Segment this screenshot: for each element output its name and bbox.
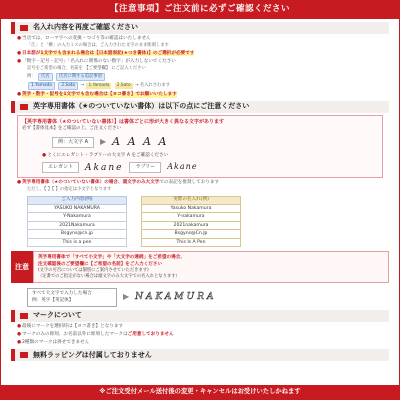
table-cell: 2021nakamura — [142, 221, 241, 230]
section-marker-icon — [20, 103, 30, 111]
section-header-wrapping — [11, 349, 389, 361]
note-text — [22, 51, 194, 57]
section-title: 英字専用書体（★のついていない書体）は以下の点にご注意ください — [33, 102, 250, 111]
bullet-icon: ● — [42, 152, 47, 158]
note-text: 当店では、ローマ字への変換・つづり等の確認はいたしません — [22, 36, 151, 41]
example-names-row — [27, 82, 383, 90]
bullet-icon: ● — [17, 50, 22, 56]
section-title: 無料ラッピングは付属しておりません — [33, 350, 152, 359]
note-subtext: 記号をご希望の場合、名前を 【ご要望欄】 にご記入ください — [27, 66, 146, 72]
top-banner — [1, 1, 399, 19]
section-title: マークについて — [33, 311, 82, 320]
warning-subtext: （定番でのご指定がない場合は頭文字のみ大文字での名入れとなります） — [38, 273, 180, 279]
note-text — [22, 332, 174, 338]
example-row — [27, 73, 383, 81]
table-header: 実際の名入れ(例) — [142, 196, 241, 204]
table-header: ご入力内容(例) — [28, 196, 127, 204]
note-prefix: 日本語が — [22, 50, 41, 56]
example-chip: 氏名 — [38, 73, 53, 81]
example-label-box: 例：大文字 A — [52, 137, 94, 148]
name-chip: 2.Sato — [116, 82, 131, 88]
note-line — [17, 51, 383, 57]
name-chip: 1.Yamada — [28, 82, 55, 90]
warning-body — [33, 251, 389, 283]
footer-text: ※ご注文受付メール送付後の変更・キャンセルはお受けいたしかねます — [99, 387, 301, 395]
section-marker-icon — [20, 312, 30, 320]
warning-subtext: (文字の可否については個別にご案内させていただきます) — [38, 267, 149, 273]
font-note-box — [17, 115, 383, 178]
table-cell: Bsgyns@Cn.Jp — [142, 230, 241, 239]
note-line — [17, 180, 383, 186]
outline-sample: NAKAMURA — [135, 292, 217, 303]
mark-block — [17, 324, 383, 347]
bullet-icon: ● — [17, 91, 22, 97]
page-title: 【注意事項】ご注文前に必ずご確認ください — [109, 4, 290, 15]
output-example-table — [141, 196, 241, 248]
section-marker-icon — [20, 351, 30, 359]
table-cell: Bsgyns@cn.jp — [28, 230, 127, 239]
note-highlight: 1文字でも含まれる場合は【日本語表記(★つき書体)】のご選択が必要です — [40, 50, 195, 56]
sample-line: 例：英字【英記体】 — [32, 297, 74, 303]
capital-note-block — [17, 180, 383, 193]
table-cell: Yasuko Nakamura — [142, 204, 241, 213]
arrow-right-icon: ▶ — [123, 292, 130, 302]
elegant-sample: Akane — [85, 162, 124, 173]
section-header-name-check — [11, 22, 389, 34]
warning-text: 注文確認後のご要望欄に【ご希望の名前】をご入力ください — [38, 261, 163, 267]
section-marker-icon — [20, 24, 30, 32]
table-cell: This is a pen — [28, 238, 127, 247]
name-chip: 1.Yamada — [88, 82, 110, 88]
bullet-icon: ● — [17, 323, 22, 329]
note-subtext: ただし、【 】【 】の指定は小文字となります — [27, 187, 112, 193]
bullet-icon: ● — [17, 179, 22, 185]
elegant-label: エレガント — [42, 162, 79, 173]
note-highlight: 英字専用書体（★のついていない書体）の場合、頭文字のみ大文字 — [22, 179, 160, 185]
warning-text: 英字専用書体で「すべて小文字」や「大文字の連続」をご希望の場合、 — [38, 255, 185, 261]
note-line — [17, 324, 383, 330]
lovely-label: ラブリー — [129, 162, 161, 173]
elegant-lovely-row — [42, 162, 378, 174]
table-cell: Y-nakamura — [142, 213, 241, 222]
note-text: 「数字・記号・記号」「名入れに関係のない数字」が入力しないでください — [22, 59, 176, 65]
name-chip: 2.Sato — [58, 82, 78, 90]
example-chip: 氏名に関する追記事項 — [56, 73, 105, 81]
note-highlight: ご用意しておりません — [127, 331, 174, 337]
note-text — [22, 180, 219, 186]
uppercase-sample-row — [27, 288, 373, 306]
table-cell: 2021Nakamura — [28, 221, 127, 230]
name-check-block — [17, 36, 383, 98]
example-tail: → 名入れされます — [134, 82, 170, 88]
warning-label: 注意 — [11, 251, 33, 283]
bullet-icon: ● — [17, 59, 22, 65]
note-text: 英字・数字・記号を1文字でも含む場合は【ヨコ書き】でお願いいたします — [22, 91, 177, 97]
table-cell: YASUKO NAKAMURA — [28, 204, 127, 213]
sample-line: すべて大文字で入力した場合 — [32, 291, 92, 297]
note-line — [17, 92, 383, 98]
table-cell: Y-Nakamura — [28, 213, 127, 222]
bullet-icon: ● — [17, 331, 22, 337]
bullet-icon: ● — [17, 340, 22, 346]
note-main: マークのみの彫刻、お名前以外に彫刻したマークは — [22, 331, 128, 337]
font-example-row — [52, 135, 378, 150]
arrow-icon: → — [80, 82, 85, 88]
input-example-table — [27, 196, 127, 248]
uppercase-sample-box — [27, 288, 117, 306]
arrow-right-icon: ▶ — [100, 136, 107, 146]
example-intro-text: とくにエレガント・ラブリーの大文字 A をご確認ください — [47, 152, 169, 158]
example-tables — [27, 196, 399, 248]
section-title: 名入れ内容を再度ご確認ください — [33, 23, 138, 32]
font-note-text: 【英字専用書体（★のついていない書体）】は書体ごとに形が大きく異なる文字があります — [22, 118, 224, 125]
note-text: 最後にマークを選択時は【ヨコ書き】となります — [22, 323, 124, 329]
warning-box — [11, 251, 389, 283]
example-label: 例： — [27, 74, 36, 80]
section-header-font — [11, 101, 389, 113]
lovely-sample: Akane — [167, 162, 198, 172]
note-text: 2種類のマークは併せできません — [22, 340, 90, 346]
section-header-mark — [11, 310, 389, 322]
note-line — [17, 332, 383, 338]
note-subtext: 「江」と「柳」の入力ミスの場合は、ご入力された文字のまま彫刻します — [27, 43, 169, 49]
bullet-icon: ● — [17, 36, 22, 41]
note-line — [17, 59, 383, 65]
note-line — [17, 340, 383, 346]
table-cell: This Is A Pen — [142, 238, 241, 247]
font-note-subtext: 必ず【書体見本】をご確認の上、ご注文ください — [22, 125, 121, 131]
note-line — [17, 36, 383, 42]
footer-banner — [1, 385, 399, 399]
example-intro — [42, 153, 378, 159]
note-tail: での表記を推奨しております — [159, 179, 220, 185]
script-sample: A A A A — [112, 134, 169, 148]
